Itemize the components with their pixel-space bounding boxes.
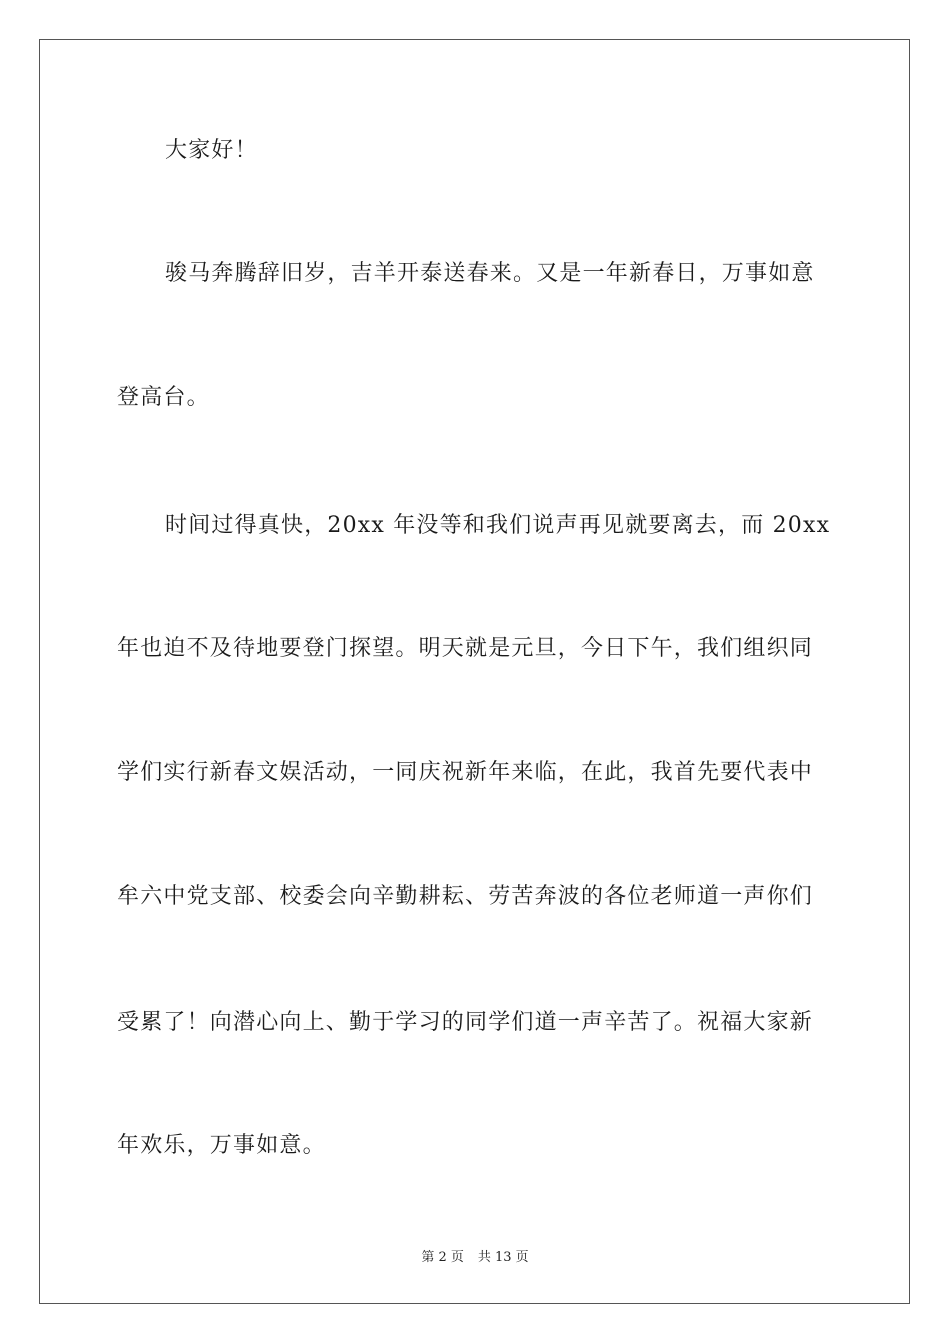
paragraph-line: 牟六中党支部、校委会向辛勤耕耘、劳苦奔波的各位老师道一声你们 (117, 884, 814, 909)
paragraph-line: 年也迫不及待地要登门探望。明天就是元旦，今日下午，我们组织同 (117, 636, 814, 661)
paragraph-line: 骏马奔腾辞旧岁，吉羊开泰送春来。又是一年新春日，万事如意 (165, 261, 815, 286)
page-footer (0, 1246, 950, 1265)
page-number: 第 2 页 (421, 1250, 464, 1265)
page-frame (39, 39, 910, 1304)
greeting-line: 大家好！ (165, 138, 258, 163)
paragraph-line: 登高台。 (117, 385, 210, 410)
paragraph-line: 年欢乐，万事如意。 (117, 1133, 326, 1158)
paragraph-line: 受累了！向潜心向上、勤于学习的同学们道一声辛苦了。祝福大家新 (117, 1010, 814, 1035)
paragraph-line: 学们实行新春文娱活动，一同庆祝新年来临，在此，我首先要代表中 (117, 760, 814, 785)
paragraph-line: 时间过得真快，20xx 年没等和我们说声再见就要离去，而 20xx (165, 513, 831, 538)
page-total: 共 13 页 (477, 1250, 529, 1265)
